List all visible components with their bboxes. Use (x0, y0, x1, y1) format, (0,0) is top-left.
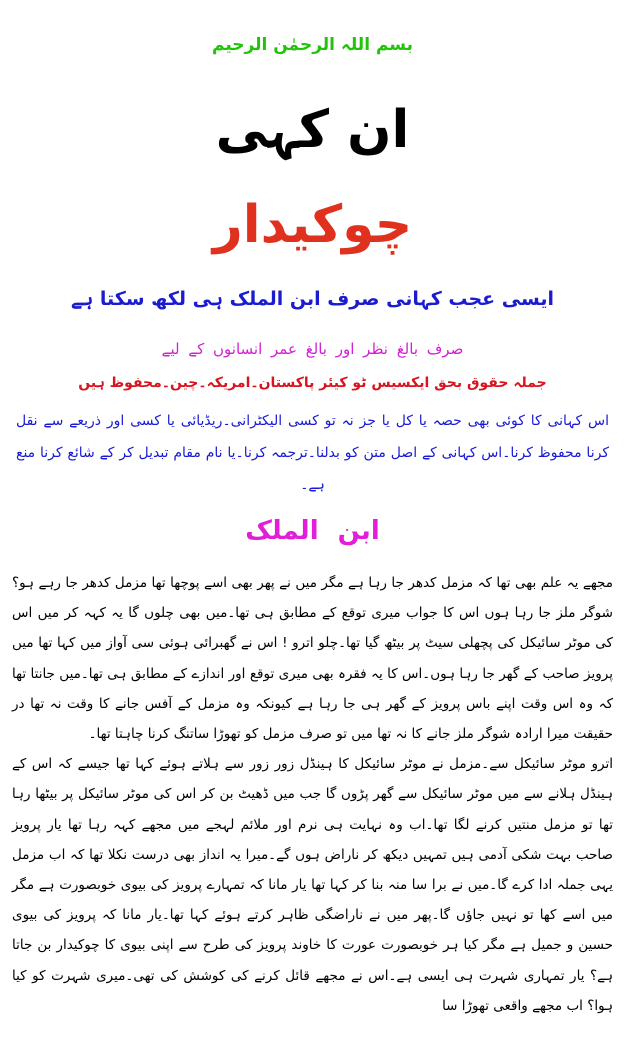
reproduction-notice: اس کہانی کا کوئی بھی حصہ یا کل یا جز نہ تو کسی الیکٹرانی۔ریڈیائی یا کسی اور ذریعے سے نقل کرنا محفوظ کرنا۔اس کہانی کے اصل متن کو بدلنا۔ترجمہ کرنا۔یا نام مقام تبدیل کر کے شائع کرنا منع ہے۔ (16, 413, 609, 493)
story-paragraph: مجھے یہ علم بھی تھا کہ مزمل کدھر جا رہا ہے مگر میں نے پھر بھی اسے پوچھا تھا مزمل کدھر جا رہے ہو؟ شوگر ملز جا رہا ہوں اس کا جواب میری توقع کے مطابق ہی تھا۔میں بھی چلوں گا یہ کہہ کر میں اس کی موٹر سائیکل کی پچھلی سیٹ پر بیٹھ گیا تھا۔چلو اترو ! اس نے گھبرائی ہوئی سی آواز میں کہا تھا میں پرویز صاحب کے گھر جا رہا ہوں۔اس کا یہ فقرہ بھی میری توقع اور اندازے کے مطابق ہی تھا۔میں جانتا تھا کہ وہ اس وقت اپنے باس پرویز کے گھر ہی جا رہا ہے کیونکہ وہ مزمل کے آفس جانے کا وقت نہ تھا در حقیقت میرا ارادہ شوگر ملز جانے کا نہ تھا میں تو صرف مزمل کو تھوڑا ساتنگ کرنا چاہتا تھا۔ (12, 575, 613, 743)
story-title: چوکیدار (212, 195, 413, 255)
author-name: ابن الملک (245, 516, 380, 546)
story-paragraph: اترو موٹر سائیکل سے۔مزمل نے موٹر سائیکل کا ہینڈل زور زور سے ہلاتے ہوئے کہا تھا جیسے کہ اس کے ہینڈل ہلانے سے میں موٹر سائیکل سے گھر پڑوں گا جب میں ڈھیٹ بن کر اس کی موٹر سائیکل پر بیٹھا رہا تھا تو مزمل منتیں کرنے لگا تھا۔اب وہ نہایت ہی نرم اور ملائم لہجے میں مجھے کہہ رہا تھا یار پرویز صاحب بہت شکی آدمی ہیں تمہیں دیکھ کر ناراض ہوں گے۔میرا یہ انداز بھی درست نکلا تھا کہ اب مزمل یہی جملہ ادا کرے گا۔میں نے برا سا منہ بنا کر کہا تھا یار مانا کہ تمہارے پرویز کی بیوی خوبصورت ہے مگر میں اسے کھا تو نہیں جاؤں گا۔پھر میں نے ناراضگی ظاہر کرتے ہوئے کہا تھا۔یار مانا کہ پرویز کی بیوی حسین و جمیل ہے مگر کیا ہر خوبصورت عورت کا خاوند پرویز کی طرح سے اپنی بیوی کا چوکیدار بن جاتا ہے؟ یار تمہاری شہرت ہی ایسی ہے۔اس نے مجھے قائل کرنے کی کوشش کی تھی۔میری شہرت کو کیا ہوا؟ اب مجھے واقعی تھوڑا سا (12, 756, 613, 1014)
story-body (12, 568, 613, 1021)
tagline: ایسی عجب کہانی صرف ابن الملک ہی لکھ سکتا ہے (71, 288, 554, 310)
copyright-notice: جملہ حقوق بحق ایکسیس ٹو کیئر پاکستان۔امریکہ۔چین۔محفوظ ہیں (78, 375, 547, 391)
bismillah-heading: بسم اللہ الرحمٰن الرحیم (212, 35, 413, 55)
series-title: ان کہی (215, 100, 410, 160)
audience-note: صرف بالغ نظر اور بالغ عمر انسانوں کے لیے (161, 340, 464, 358)
